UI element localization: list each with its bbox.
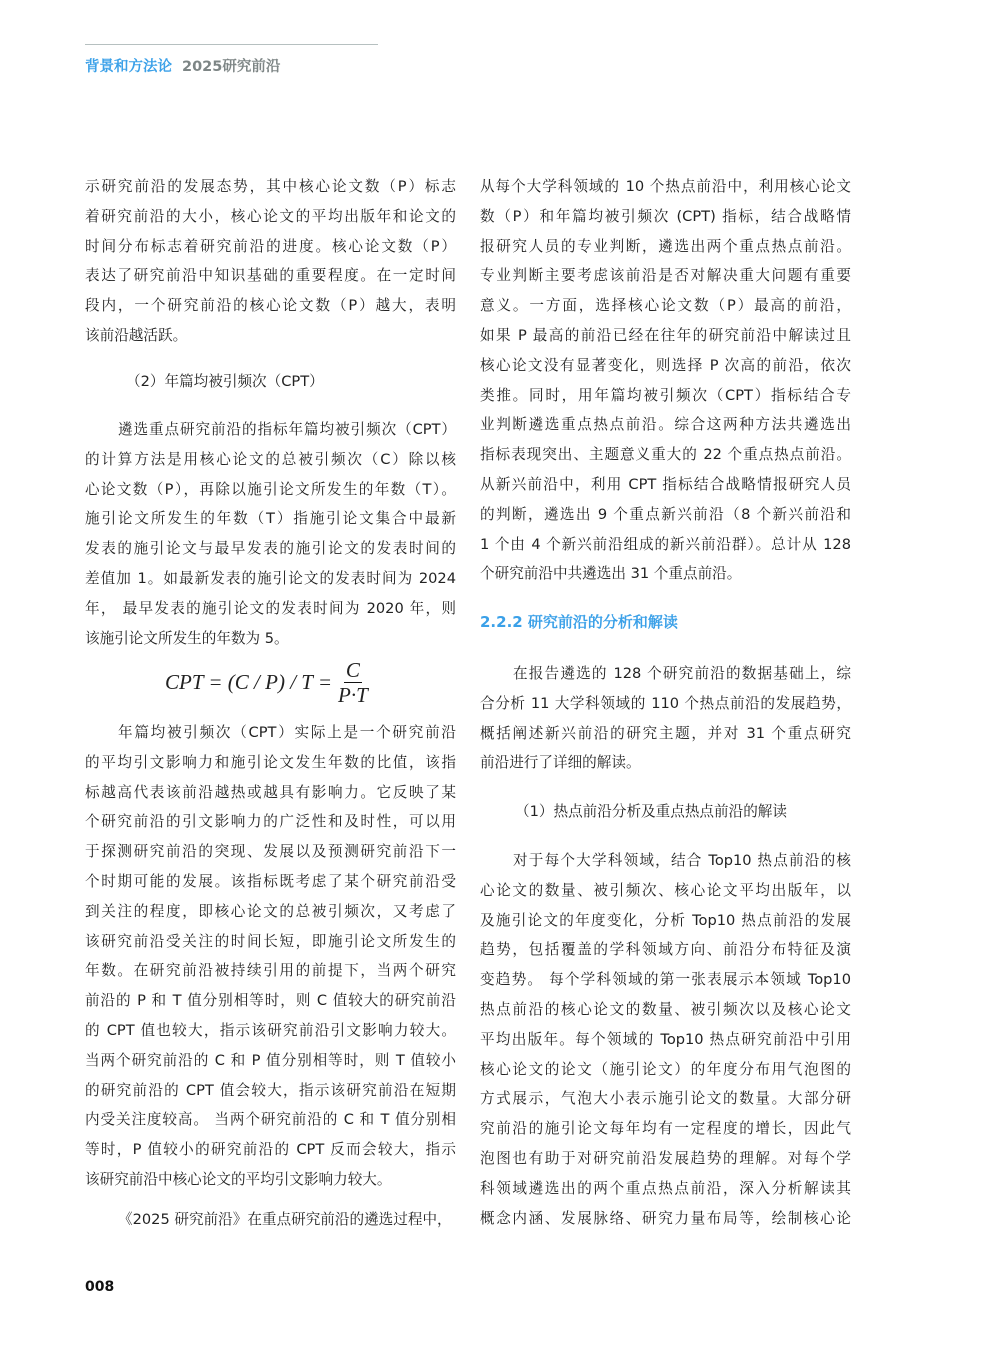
text-line: 概念内涵、发展脉络、研究力量布局等，绘制核心论 [480,1209,851,1227]
text-line: 泡图也有助于对研究前沿发展趋势的理解。对每个学 [480,1149,851,1167]
text-line: 1 个由 4 个新兴前沿组成的新兴前沿群）。总计从 128 [480,535,851,553]
text-line: 核心论文没有显著变化，则选择 P 次高的前沿，依次 [480,356,851,374]
text-line: 示研究前沿的发展态势，其中核心论文数（P）标志 [85,178,456,195]
text-line: 专业判断主要考虑该前沿是否对解决重大问题有重要 [480,267,851,285]
text-line: 热点前沿的核心论文的数量、被引频次以及核心论文 [480,1000,851,1018]
text-line: 年篇均被引频次（CPT）实际上是一个研究前沿 [118,724,456,741]
text-line: 从新兴前沿中，利用 CPT 指标结合战略情报研究人员 [480,475,851,493]
text-line: 业判断遴选重点热点前沿。综合这两种方法共遴选出 [480,416,851,434]
text-line: 前沿的 P 和 T 值分别相等时，则 C 值较大的研究前沿 [85,992,456,1010]
text-line: 发表的施引论文与最早发表的施引论文的发表时间的 [85,540,456,558]
text-line: 前沿进行了详细的解读。 [480,754,641,772]
text-line: 表达了研究前沿中知识基础的重要程度。在一定时间 [85,267,456,285]
text-line: 《2025 研究前沿》在重点研究前沿的遴选过程中， [118,1211,452,1228]
formula-denominator: P·T [338,683,368,707]
text-line: 等时，P 值较小的研究前沿的 CPT 反而会较大，指示 [85,1141,456,1159]
text-line: 平均出版年。每个领域的 Top10 热点研究前沿中引用 [480,1030,851,1048]
text-line: 的平均引文影响力和施引论文发生年数的比值，该指 [85,753,456,771]
cpt-formula [165,658,368,707]
text-line: 个研究前沿的引文影响力的广泛性和及时性，可以用 [85,813,456,831]
text-line: 对于每个大学科领域，结合 Top10 热点前沿的核 [513,852,851,869]
text-line: 着研究前沿的大小，核心论文的平均出版年和论文的 [85,207,456,225]
text-line: 于探测研究前沿的突现、发展以及预测研究前沿下一 [85,843,456,861]
book-title: 2025研究前沿 [182,59,281,75]
text-line: 概括阐述新兴前沿的研究主题，并对 31 个重点研究 [480,724,851,742]
text-line: 个时期可能的发展。该指标既考虑了某个研究前沿受 [85,872,456,890]
text-line: 施引论文所发生的年数（T）指施引论文集合中最新 [85,510,456,528]
text-line: 变趋势。 每个学科领域的第一张表展示本领域 Top10 [480,971,851,989]
text-line: 年， 最早发表的施引论文的发表时间为 2020 年，则 [85,599,456,617]
text-line: 合分析 11 大学科领域的 110 个热点前沿的发展趋势， [480,694,851,712]
text-line: 的研究前沿的 CPT 值会较大，指示该研究前沿在短期 [85,1081,456,1099]
text-line: 方式展示，气泡大小表示施引论文的数量。大部分研 [480,1090,851,1108]
section-title: 背景和方法论 [85,59,172,75]
text-line: 段内，一个研究前沿的核心论文数（P）越大，表明 [85,297,456,315]
formula-lhs: CPT = (C / P) / T = [165,670,333,694]
paragraph [480,659,851,778]
text-line: 内受关注度较高。 当两个研究前沿的 C 和 T 值分别相 [85,1111,456,1129]
page-number: 008 [85,1279,115,1295]
formula-numerator: C [345,658,360,682]
paragraph [85,415,456,653]
text-line: 年数。在研究前沿被持续引用的前提下，当两个研究 [85,962,456,980]
text-line: 类推。同时，用年篇均被引频次（CPT）指标结合专 [480,386,851,404]
text-line: 差值加 1。如最新发表的施引论文的发表时间为 2024 [85,569,456,587]
text-line: 该施引论文所发生的年数为 5。 [85,629,289,647]
paragraph [480,846,851,1233]
text-line: 从每个大学科领域的 10 个热点前沿中，利用核心论文 [480,178,851,195]
subheading: （2）年篇均被引频次（CPT） [126,373,324,390]
text-line: 个研究前沿中共遴选出 31 个重点前沿。 [480,565,742,583]
section-heading: 2.2.2 研究前沿的分析和解读 [480,613,678,631]
text-line: 科领域遴选出的两个重点热点前沿，深入分析解读其 [480,1179,851,1197]
formula-fraction [338,658,368,707]
text-line: 在报告遴选的 128 个研究前沿的数据基础上，综 [513,665,851,682]
text-line: 意义。一方面，选择核心论文数（P）最高的前沿， [480,297,851,315]
text-line: 当两个研究前沿的 C 和 P 值分别相等时，则 T 值较小 [85,1051,456,1069]
text-line: 趋势，包括覆盖的学科领域方向、前沿分布特征及演 [480,941,851,959]
text-line: 究前沿的施引论文每年均有一定程度的增长，因此气 [480,1120,851,1138]
running-header [85,55,280,76]
text-line: 及施引论文的年度变化，分析 Top10 热点前沿的发展 [480,911,851,929]
paragraph [85,172,456,351]
text-line: 该前沿越活跃。 [85,326,188,344]
paragraph [480,172,851,589]
paragraph [85,1205,456,1235]
text-line: 标越高代表该前沿越热或越具有影响力。它反映了某 [85,783,456,801]
text-line: 的判断，遴选出 9 个重点新兴前沿（8 个新兴前沿和 [480,505,851,523]
text-line: 报研究人员的专业判断，遴选出两个重点热点前沿。 [480,237,851,255]
text-line: 核心论文的论文（施引论文）的年度分布用气泡图的 [480,1060,851,1078]
text-line: 时间分布标志着研究前沿的进度。核心论文数（P） [85,237,456,255]
text-line: 该研究前沿受关注的时间长短，即施引论文所发生的 [85,932,456,950]
text-line: 心论文的数量、被引频次、核心论文平均出版年，以 [480,881,851,899]
text-line: 数（P）和年篇均被引频次 (CPT) 指标，结合战略情 [480,207,851,225]
text-line: 该研究前沿中核心论文的平均引文影响力较大。 [85,1170,392,1188]
header-rule [85,44,378,45]
paragraph [85,718,456,1195]
text-line: 心论文数（P），再除以施引论文所发生的年数（T）。 [85,480,456,498]
text-line: 如果 P 最高的前沿已经在往年的研究前沿中解读过且 [480,326,851,344]
text-line: 的计算方法是用核心论文的总被引频次（C）除以核 [85,450,456,468]
text-line: 遴选重点研究前沿的指标年篇均被引频次（CPT） [118,421,456,438]
text-line: 指标表现突出、主题意义重大的 22 个重点热点前沿。 [480,446,851,464]
text-line: 的 CPT 值也较大，指示该研究前沿引文影响力较大。 [85,1021,456,1039]
text-line: 到关注的程度，即核心论文的总被引频次，又考虑了 [85,902,456,920]
subheading: （1）热点前沿分析及重点热点前沿的解读 [515,803,787,820]
